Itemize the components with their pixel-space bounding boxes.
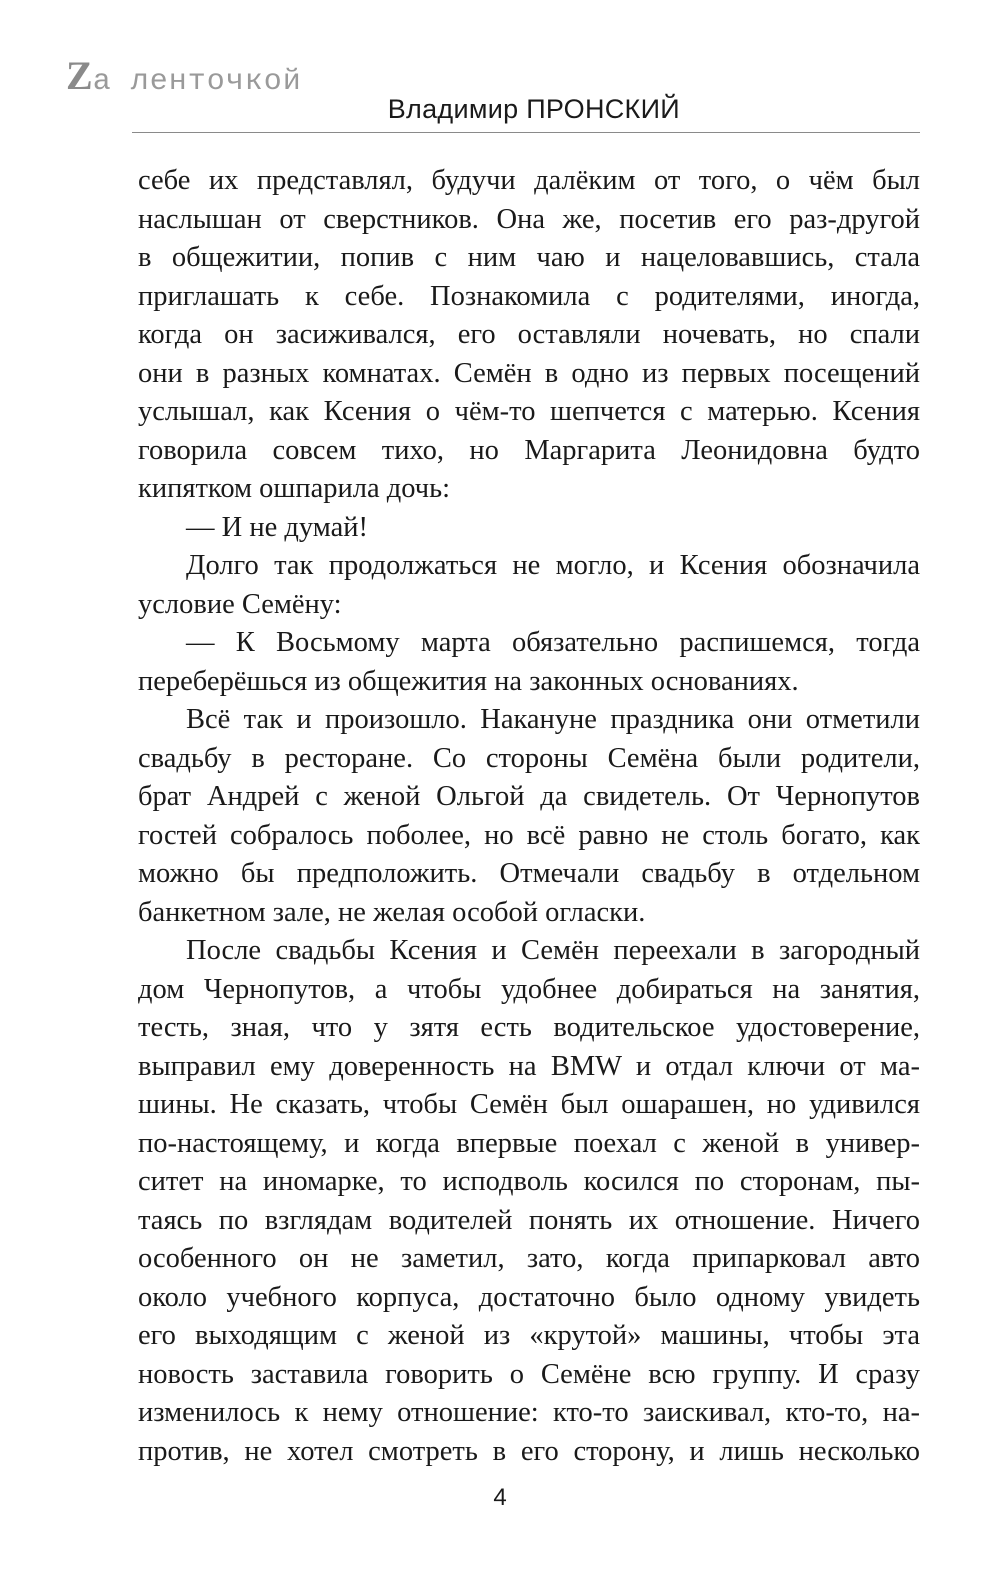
page-number: 4	[493, 1484, 507, 1511]
text-line: они в разных комнатах. Семён в одно из первых посещений	[138, 357, 920, 389]
text-line: наслышан от сверстников. Она же, посетив его раз-другой	[138, 203, 920, 235]
text-line: когда он засиживался, его оставляли ночевать, но спали	[138, 319, 920, 350]
text-line: ситет на иномарке, то исподволь косился по сторонам, пы-	[138, 1166, 920, 1197]
text-line: дом Чернопутов, а чтобы удобнее добираться на занятия,	[138, 973, 920, 1005]
text-line: условие Семёну:	[138, 588, 342, 620]
text-line: Долго так продолжаться не могло, и Ксения обозначила	[186, 550, 920, 581]
text-line: новость заставила говорить о Семёне всю группу. И сразу	[138, 1358, 920, 1390]
text-line: — К Восьмому марта обязательно распишемся, тогда	[186, 627, 920, 658]
text-line: — И не думай!	[186, 511, 368, 543]
text-line: Всё так и произошло. Накануне праздника они отметили	[186, 704, 920, 735]
text-line: изменилось к нему отношение: кто-то заискивал, кто-то, на-	[138, 1397, 920, 1428]
text-line: банкетном зале, не желая особой огласки.	[138, 896, 646, 928]
series-title	[66, 52, 302, 99]
text-line: в общежитии, попив с ним чаю и нацеловавшись, стала	[138, 242, 920, 273]
author-name: Владимир ПРОНСКИЙ	[387, 94, 680, 124]
text-line: брат Андрей с женой Ольгой да свидетель. От Чернопутов	[138, 781, 920, 812]
series-title-rest: a ленточкой	[92, 65, 302, 99]
text-line: выправил ему доверенность на BMW и отдал ключи от ма-	[138, 1050, 920, 1082]
text-line: тесть, зная, что у зятя есть водительское удостоверение,	[138, 1012, 920, 1043]
body-text	[138, 162, 920, 1471]
text-line: свадьбу в ресторане. Со стороны Семёна были родители,	[138, 742, 920, 774]
text-line: кипятком ошпарила дочь:	[138, 473, 451, 504]
text-line: После свадьбы Ксения и Семён переехали в загородный	[186, 935, 920, 966]
text-line: переберёшься из общежития на законных основаниях.	[138, 665, 799, 697]
text-line: гостей собралось поболее, но всё равно не столь богато, как	[138, 819, 920, 851]
text-line: можно бы предположить. Отмечали свадьбу в отдельном	[138, 858, 920, 889]
text-line: по-настоящему, и когда впервые поехал с женой в универ-	[138, 1127, 920, 1159]
series-title-initial: Z	[66, 53, 93, 98]
text-line: услышал, как Ксения о чём-то шепчется с матерью. Ксения	[138, 396, 920, 427]
text-line: шины. Не сказать, чтобы Семён был ошарашен, но удивился	[138, 1089, 920, 1120]
text-line: говорила совсем тихо, но Маргарита Леонидовна будто	[138, 434, 920, 466]
text-line: особенного он не заметил, зато, когда припарковал авто	[138, 1243, 920, 1274]
text-line: таясь по взглядам водителей понять их отношение. Ничего	[138, 1204, 920, 1236]
text-line: себе их представлял, будучи далёким от того, о чём был	[138, 165, 920, 196]
text-line: его выходящим с женой из «крутой» машины, чтобы эта	[138, 1320, 920, 1351]
text-line: около учебного корпуса, достаточно было одному увидеть	[138, 1281, 920, 1313]
text-line: против, не хотел смотреть в его сторону, и лишь несколько	[138, 1435, 920, 1467]
header-divider	[132, 132, 920, 133]
text-line: приглашать к себе. Познакомила с родителями, иногда,	[138, 280, 920, 312]
